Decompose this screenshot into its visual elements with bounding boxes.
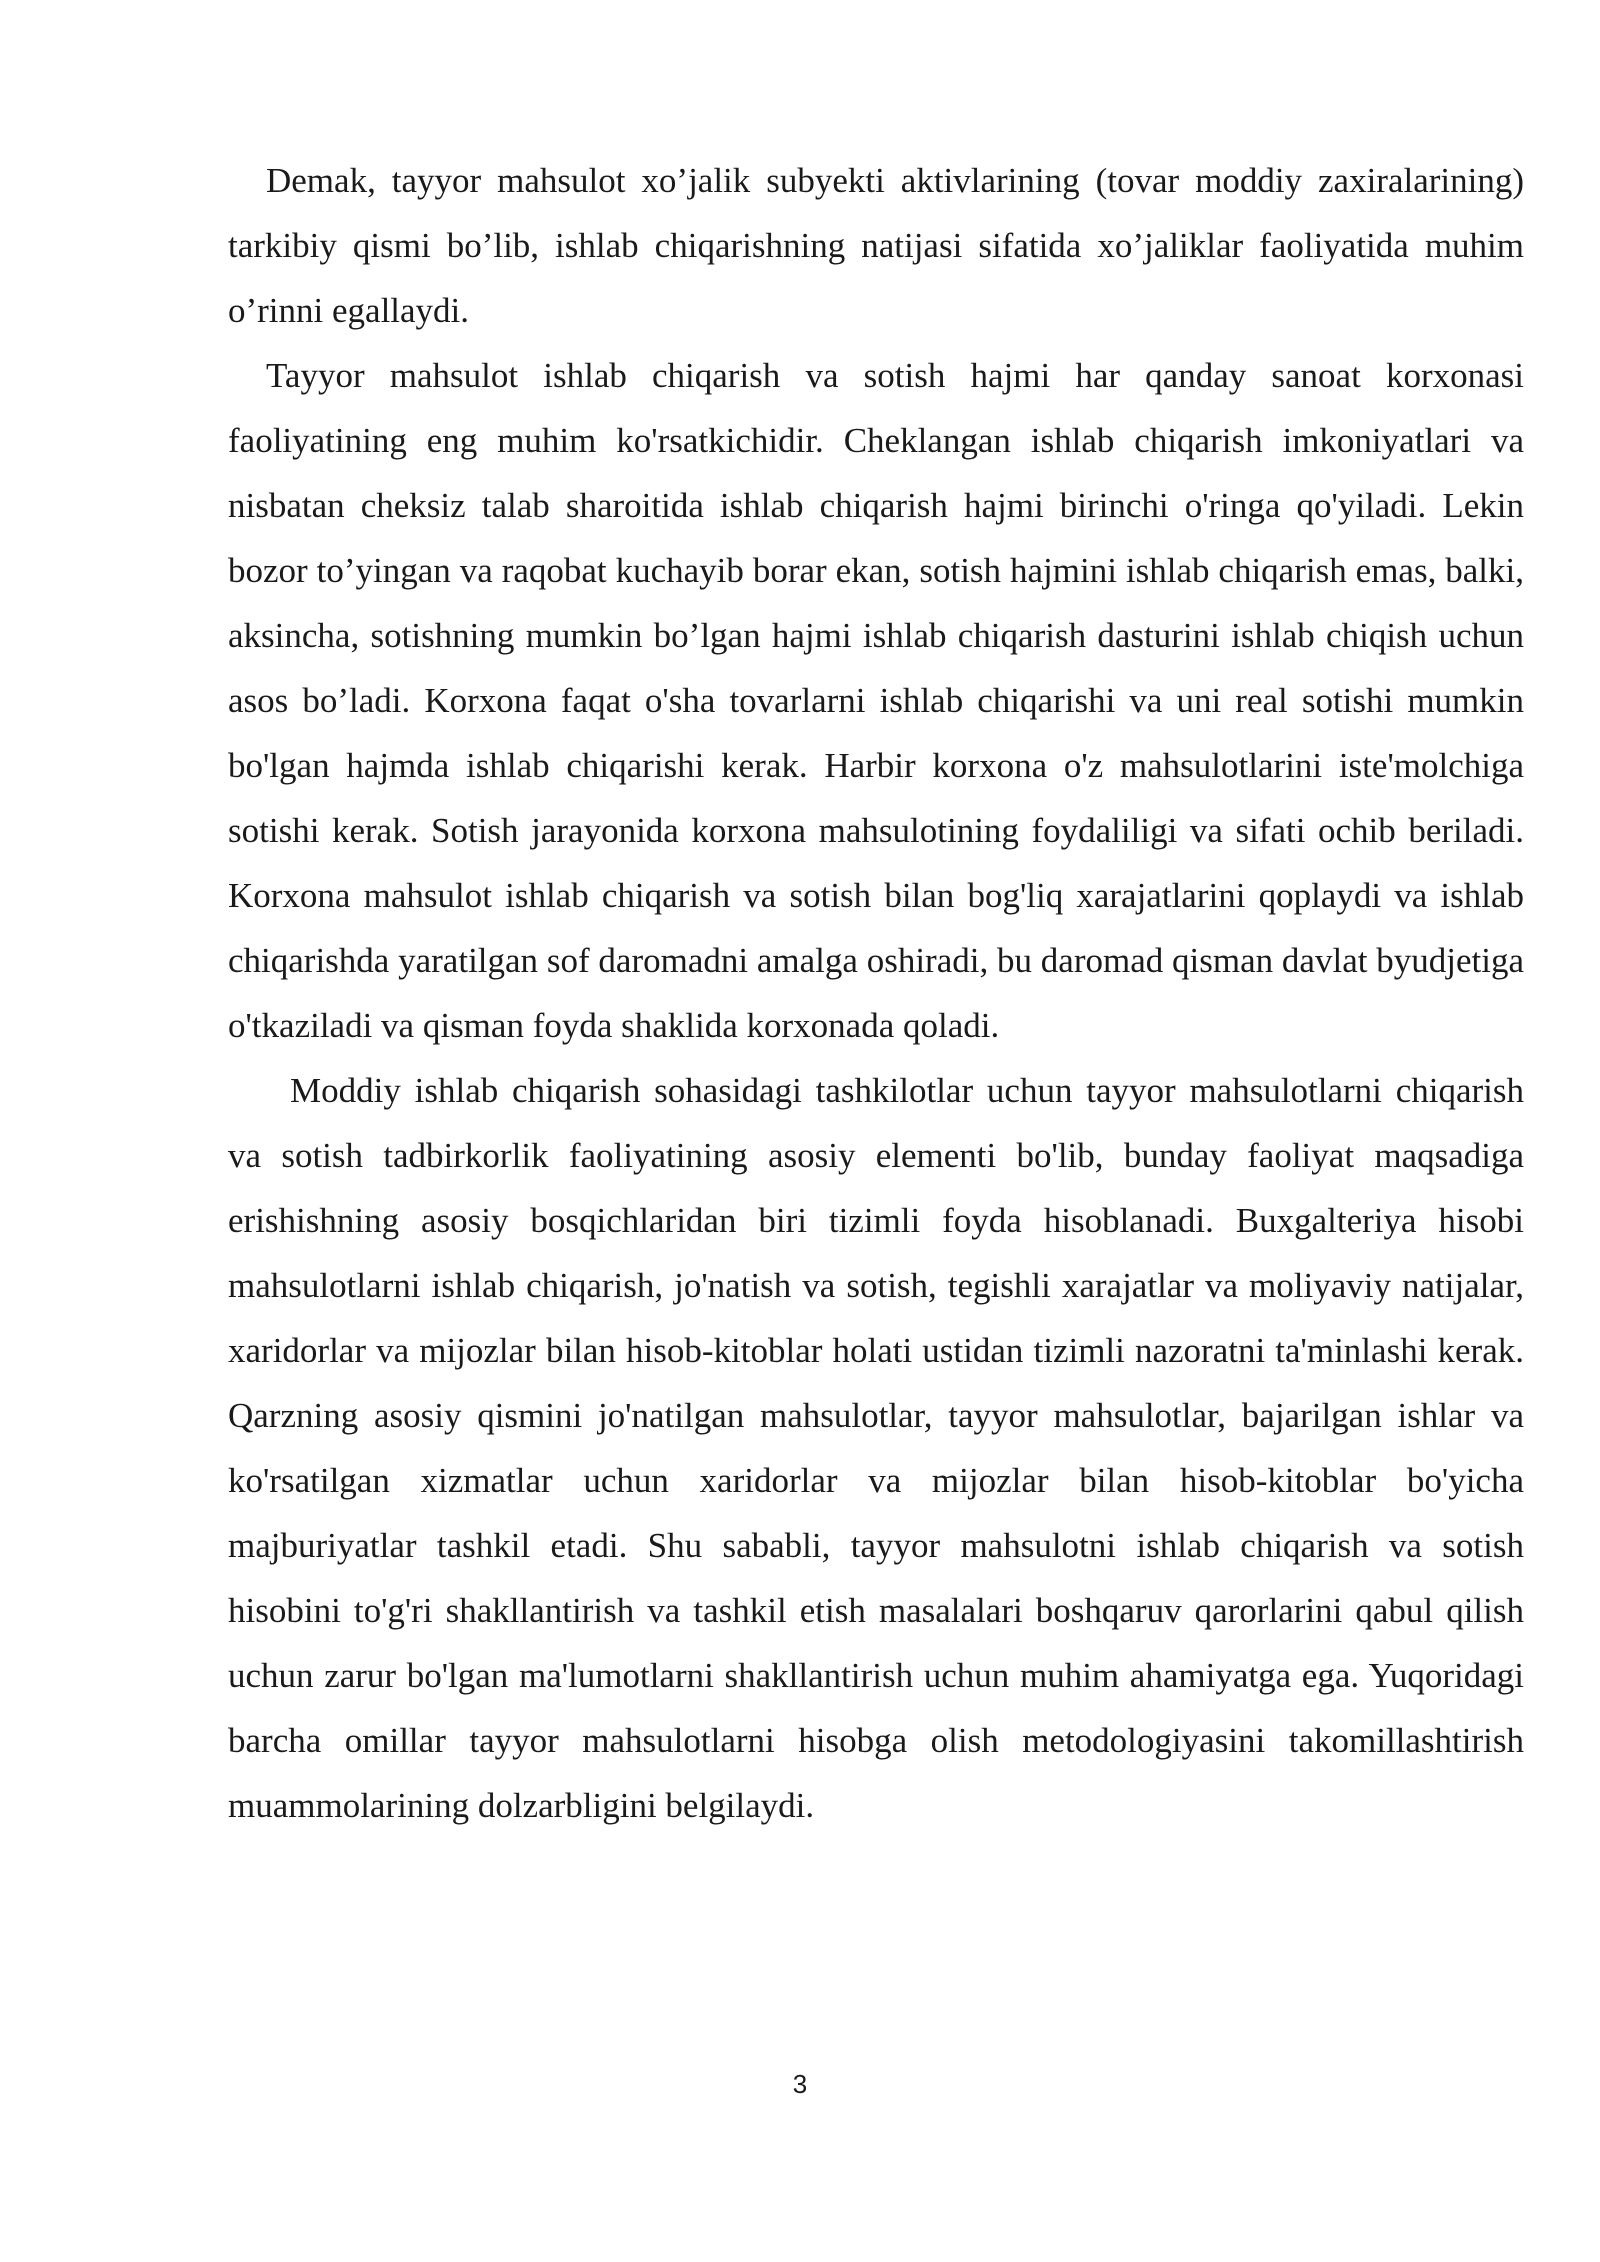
paragraph-3: Moddiy ishlab chiqarish sohasidagi tashkilotlar uchun tayyor mahsulotlarni chiqarish va sotish tadbirkorlik faoliyatining asosiy elementi bo'lib, bunday faoliyat maqsadiga erishishning asosiy bosqichlaridan biri tizimli foyda hisoblanadi. Buxgalteriya hisobi mahsulotlarni ishlab chiqarish, jo'natish va sotish, tegishli xarajatlar va moliyaviy natijalar, xaridorlar va mijozlar bilan hisob-kitoblar holati ustidan tizimli nazoratni ta'minlashi kerak. Qarzning asosiy qismini jo'natilgan mahsulotlar, tayyor mahsulotlar, bajarilgan ishlar va ko'rsatilgan xizmatlar uchun xaridorlar va mijozlar bilan hisob-kitoblar bo'yicha majburiyatlar tashkil etadi. Shu sababli, tayyor mahsulotni ishlab chiqarish va sotish hisobini to'g'ri shakllantirish va tashkil etish masalalari boshqaruv qarorlarini qabul qilish uchun zarur bo'lgan ma'lumotlarni shakllantirish uchun muhim ahamiyatga ega. Yuqoridagi barcha omillar tayyor mahsulotlarni hisobga olish metodologiyasini takomillashtirish muammolarining dolzarbligini belgilaydi. xyxy=(228,1071,1524,1825)
body-text xyxy=(228,148,1524,1838)
paragraph-2: Tayyor mahsulot ishlab chiqarish va sotish hajmi har qanday sanoat korxonasi faoliyatining eng muhim ko'rsatkichidir. Cheklangan ishlab chiqarish imkoniyatlari va nisbatan cheksiz talab sharoitida ishlab chiqarish hajmi birinchi o'ringa qo'yiladi. Lekin bozor to’yingan va raqobat kuchayib borar ekan, sotish hajmini ishlab chiqarish emas, balki, aksincha, sotishning mumkin bo’lgan hajmi ishlab chiqarish dasturini ishlab chiqish uchun asos bo’ladi. Korxona faqat o'sha tovarlarni ishlab chiqarishi va uni real sotishi mumkin bo'lgan hajmda ishlab chiqarishi kerak. Harbir korxona o'z mahsulotlarini iste'molchiga sotishi kerak. Sotish jarayonida korxona mahsulotining foydaliligi va sifati ochib beriladi. Korxona mahsulot ishlab chiqarish va sotish bilan bog'liq xarajatlarini qoplaydi va ishlab chiqarishda yaratilgan sof daromadni amalga oshiradi, bu daromad qisman davlat byudjetiga o'tkaziladi va qisman foyda shaklida korxonada qoladi. xyxy=(228,356,1524,1045)
paragraph-1: Demak, tayyor mahsulot xo’jalik subyekti aktivlarining (tovar moddiy zaxiralarining) tarkibiy qismi bo’lib, ishlab chiqarishning natijasi sifatida xo’jaliklar faoliyatida muhim o’rinni egallaydi. xyxy=(228,161,1524,330)
page-number: 3 xyxy=(792,2069,808,2099)
